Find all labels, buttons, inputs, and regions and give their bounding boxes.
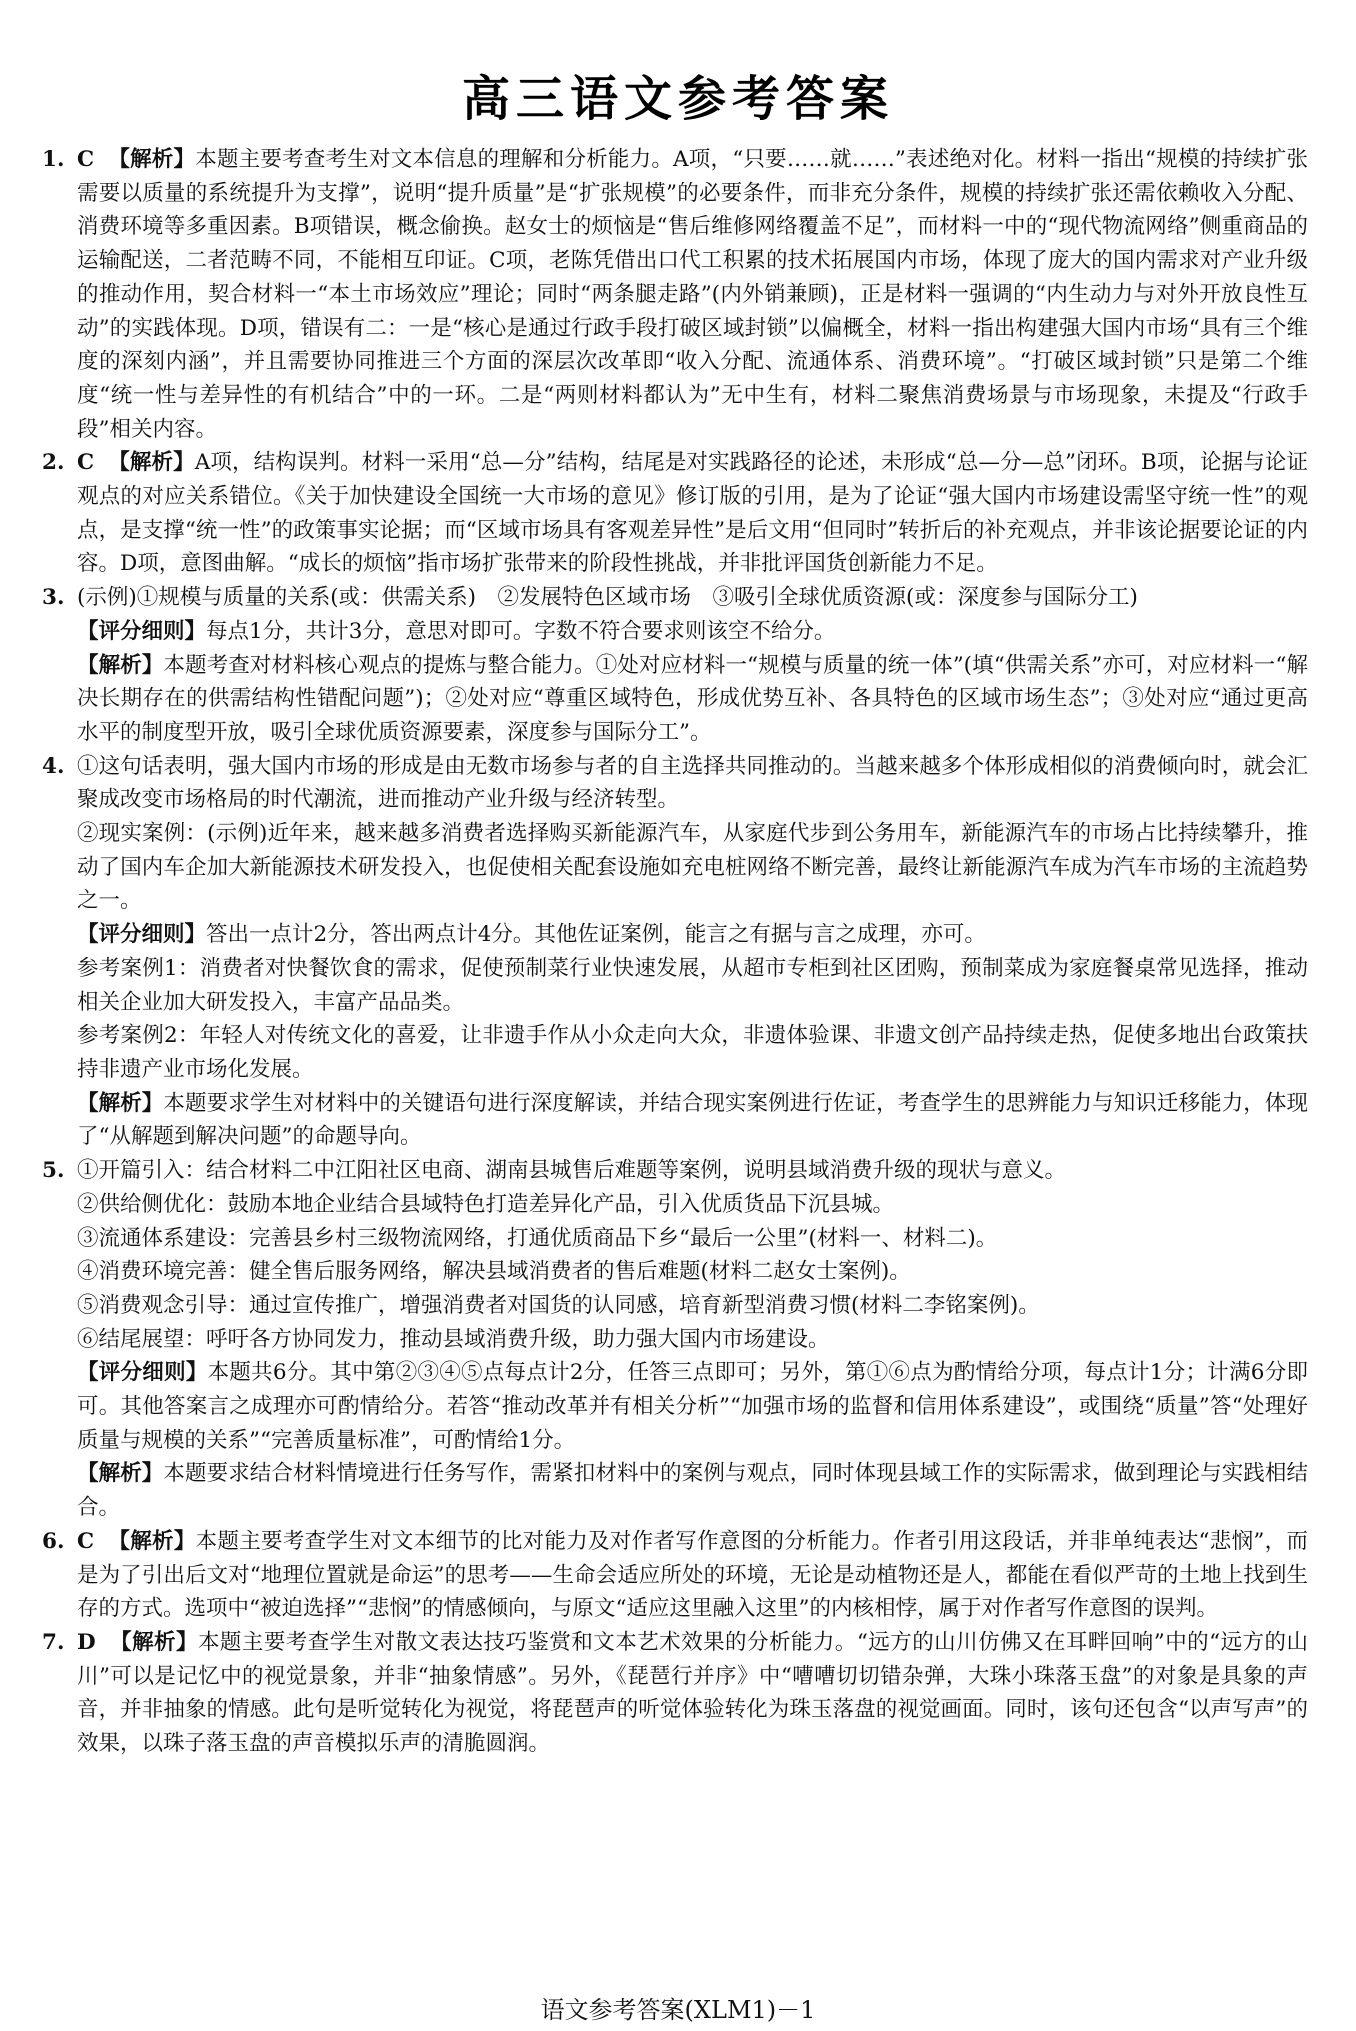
answer-choice: C bbox=[77, 450, 95, 476]
analysis-tag: 【解析】 bbox=[109, 1629, 198, 1655]
answer-choice: D bbox=[77, 1629, 96, 1655]
page-footer: 语文参考答案(XLM1)－1 bbox=[540, 1996, 816, 2024]
scoring-text: 答出一点计2分，答出两点计4分。其他佐证案例，能言之有据与言之成理，亦可。 bbox=[206, 922, 986, 948]
question-4 bbox=[42, 750, 1308, 1154]
analysis bbox=[77, 649, 1308, 750]
list-item: ⑤消费观念引导：通过宣传推广，增强消费者对国货的认同感，培育新型消费习惯(材料二李铭案例)。 bbox=[77, 1292, 1040, 1318]
scoring-rules bbox=[77, 1356, 1308, 1457]
scoring-text: 每点1分，共计3分，意思对即可。字数不符合要求则该空不给分。 bbox=[206, 618, 836, 644]
reference-case-1: 参考案例1：消费者对快餐饮食的需求，促使预制菜行业快速发展，从超市专柜到社区团购，预制菜成为家庭餐桌常见选择，推动相关企业加大研发投入，丰富产品品类。 bbox=[77, 955, 1308, 1015]
list-item: ③流通体系建设：完善县乡村三级物流网络，打通优质商品下乡“最后一公里”(材料一、材料二)。 bbox=[77, 1225, 998, 1251]
question-number: 1. bbox=[42, 147, 65, 172]
analysis-text: 本题主要考查学生对文本细节的比对能力及对作者写作意图的分析能力。作者引用这段话，并非单纯表达“悲悯”，而是为了引出后文对“地理位置就是命运”的思考——生命会适应所处的环境，无论是动植物还是人，都能在看似严苛的土地上找到生存的方式。选项中“被迫选择”“悲悯”的情感倾向，与原文“适应这里融入这里”的内核相悖，属于对作者写作意图的误判。 bbox=[77, 1528, 1308, 1622]
question-number: 3. bbox=[42, 585, 65, 611]
question-7 bbox=[42, 1626, 1308, 1761]
scoring-text: 本题共6分。其中第②③④⑤点每点计2分，任答三点即可；另外，第①⑥点为酌情给分项，每点计1分；计满6分即可。其他答案言之成理亦可酌情给分。若答“推动改革并有相关分析”“加强市场的监督和信用体系建设”，或围绕“质量”答“处理好质量与规模的关系”“完善质量标准”，可酌情给1分。 bbox=[77, 1360, 1308, 1453]
analysis-tag: 【解析】 bbox=[108, 147, 196, 172]
analysis bbox=[77, 1087, 1308, 1154]
answer-point-2: ②现实案例：(示例)近年来，越来越多消费者选择购买新能源汽车，从家庭代步到公务用车，新能源汽车的市场占比持续攀升，推动了国内车企加大新能源技术研发投入，也促使相关配套设施如充电桩网络不断完善，最终让新能源汽车成为汽车市场的主流趋势之一。 bbox=[77, 821, 1308, 914]
analysis-tag: 【解析】 bbox=[77, 652, 164, 678]
question-number: 4. bbox=[42, 753, 65, 779]
list-item: ④消费环境完善：健全售后服务网络，解决县域消费者的售后难题(材料二赵女士案例)。 bbox=[77, 1259, 911, 1285]
sample-answer: (示例)①规模与质量的关系(或：供需关系) ②发展特色区域市场 ③吸引全球优质资源(或：深度参与国际分工) bbox=[77, 585, 1138, 611]
analysis-text: A项，结构误判。材料一采用“总—分”结构，结尾是对实践路径的论述，未形成“总—分—总”闭环。B项，论据与论证观点的对应关系错位。《关于加快建设全国统一大市场的意见》修订版的引用，是为了论证“强大国内市场建设需坚守统一性”的观点，是支撑“统一性”的政策事实论据；而“区域市场具有客观差异性”是后文用“但同时”转折后的补充观点，并非该论据要论证的内容。D项，意图曲解。“成长的烦恼”指市场扩张带来的阶段性挑战，并非批评国货创新能力不足。 bbox=[77, 450, 1308, 577]
reference-case-2: 参考案例2：年轻人对传统文化的喜爱，让非遗手作从小众走向大众，非遗体验课、非遗文创产品持续走热，促使多地出台政策扶持非遗产业市场化发展。 bbox=[77, 1023, 1308, 1082]
analysis-text: 本题要求学生对材料中的关键语句进行深度解读，并结合现实案例进行佐证，考查学生的思辨能力与知识迁移能力，体现了“从解题到解决问题”的命题导向。 bbox=[77, 1090, 1308, 1150]
analysis-tag: 【解析】 bbox=[77, 1090, 164, 1116]
question-2 bbox=[42, 446, 1308, 581]
scoring-tag: 【评分细则】 bbox=[77, 618, 207, 644]
list-item: ⑥结尾展望：呼吁各方协同发力，推动县域消费升级，助力强大国内市场建设。 bbox=[77, 1326, 830, 1352]
analysis-tag: 【解析】 bbox=[77, 1461, 164, 1487]
scoring-tag: 【评分细则】 bbox=[77, 1360, 208, 1386]
page-title: 高三语文参考答案 bbox=[461, 71, 894, 127]
answer-choice: C bbox=[77, 147, 95, 172]
answer-choice: C bbox=[77, 1528, 95, 1554]
analysis-tag: 【解析】 bbox=[108, 1528, 196, 1554]
question-5 bbox=[42, 1154, 1308, 1525]
question-6 bbox=[42, 1525, 1308, 1626]
question-number: 2. bbox=[42, 450, 65, 476]
scoring-rules bbox=[77, 615, 1308, 649]
analysis bbox=[77, 1457, 1308, 1524]
answer-content bbox=[42, 143, 1308, 1761]
question-3 bbox=[42, 581, 1308, 750]
analysis-text: 本题要求结合材料情境进行任务写作，需紧扣材料中的案例与观点，同时体现县域工作的实际需求，做到理论与实践相结合。 bbox=[77, 1461, 1308, 1521]
analysis-text: 本题主要考查考生对文本信息的理解和分析能力。A项，“只要……就……”表述绝对化。材料一指出“规模的持续扩张需要以质量的系统提升为支撑”，说明“提升质量”是“扩张规模”的必要条件，而非充分条件，规模的持续扩张还需依赖收入分配、消费环境等多重因素。B项错误，概念偷换。赵女士的烦恼是“售后维修网络覆盖不足”，而材料一中的“现代物流网络”侧重商品的运输配送，二者范畴不同，不能相互印证。C项，老陈凭借出口代工积累的技术拓展国内市场，体现了庞大的国内需求对产业升级的推动作用，契合材料一“本土市场效应”理论；同时“两条腿走路”(内外销兼顾)，正是材料一强调的“内生动力与对外开放良性互动”的实践体现。D项，错误有二：一是“核心是通过行政手段打破区域封锁”以偏概全，材料一指出构建强大国内市场“具有三个维度的深刻内涵”，并且需要协同推进三个方面的深层次改革即“收入分配、流通体系、消费环境”。“打破区域封锁”只是第二个维度“统一性与差异性的有机结合”中的一环。二是“两则材料都认为”无中生有，材料二聚焦消费场景与市场现象，未提及“行政手段”相关内容。 bbox=[77, 147, 1308, 442]
question-number: 7. bbox=[42, 1629, 65, 1655]
question-1 bbox=[42, 143, 1308, 446]
question-number: 6. bbox=[42, 1528, 65, 1554]
scoring-tag: 【评分细则】 bbox=[77, 922, 207, 948]
analysis-text: 本题考查对材料核心观点的提炼与整合能力。①处对应材料一“规模与质量的统一体”(填“供需关系”亦可，对应材料一“解决长期存在的供需结构性错配问题”)；②处对应“尊重区域特色，形成优势互补、各具特色的区域市场生态”；③处对应“通过更高水平的制度型开放，吸引全球优质资源要素，深度参与国际分工”。 bbox=[77, 652, 1308, 745]
answer-point-1: ①这句话表明，强大国内市场的形成是由无数市场参与者的自主选择共同推动的。当越来越多个体形成相似的消费倾向时，就会汇聚成改变市场格局的时代潮流，进而推动产业升级与经济转型。 bbox=[77, 753, 1308, 813]
question-number: 5. bbox=[42, 1158, 65, 1184]
analysis-tag: 【解析】 bbox=[108, 450, 195, 476]
list-item: ①开篇引入：结合材料二中江阳社区电商、湖南县城售后难题等案例，说明县域消费升级的现状与意义。 bbox=[77, 1158, 1067, 1184]
analysis-text: 本题主要考查学生对散文表达技巧鉴赏和文本艺术效果的分析能力。“远方的山川仿佛又在耳畔回响”中的“远方的山川”可以是记忆中的视觉景象，并非“抽象情感”。另外，《琵琶行并序》中“嘈嘈切切错杂弹，大珠小珠落玉盘”的对象是具象的声音，并非抽象的情感。此句是听觉转化为视觉，将琵琶声的听觉体验转化为珠玉落盘的视觉画面。同时，该句还包含“以声写声”的效果，以珠子落玉盘的声音模拟乐声的清脆圆润。 bbox=[77, 1629, 1308, 1757]
scoring-rules bbox=[77, 918, 1308, 952]
list-item: ②供给侧优化：鼓励本地企业结合县域特色打造差异化产品，引入优质货品下沉县城。 bbox=[77, 1191, 895, 1217]
